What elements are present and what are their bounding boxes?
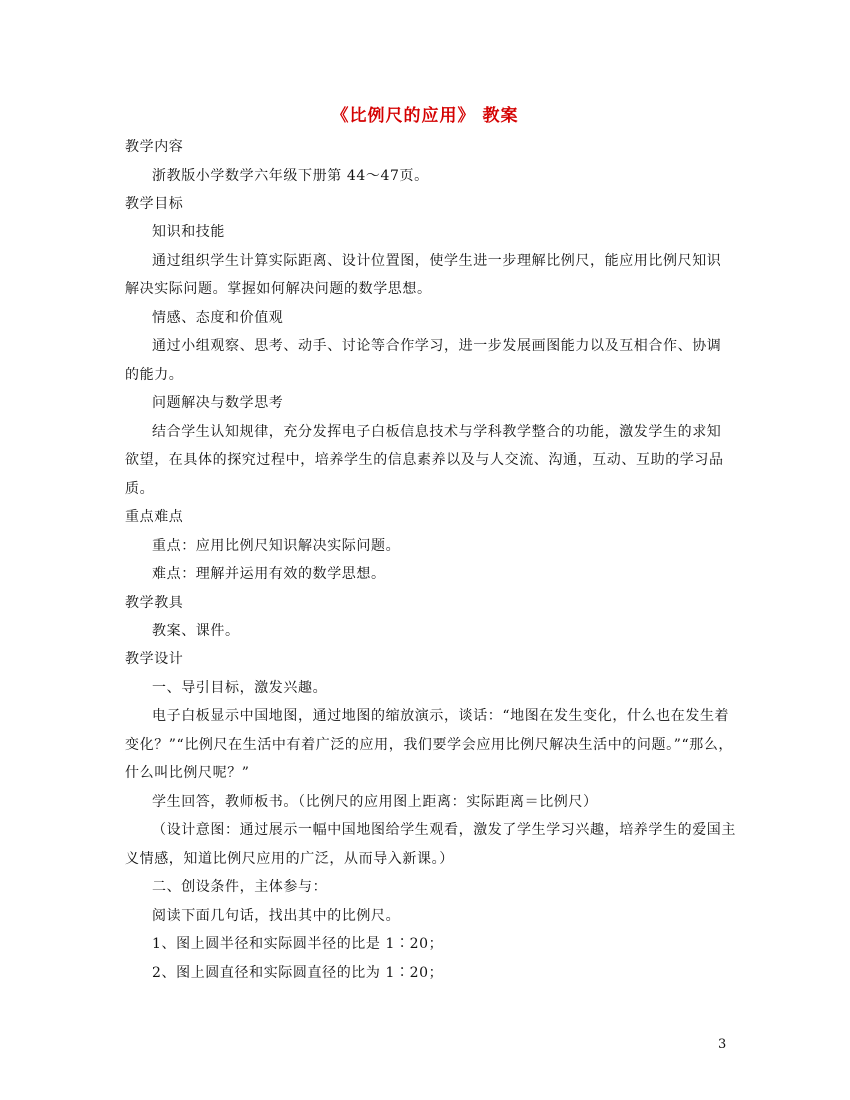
paragraph: 教案、课件。: [152, 623, 240, 639]
page-number: 3: [718, 1037, 727, 1052]
paragraph-continuation: 变化？”“比例尺在生活中有着广泛的应用，我们要学会应用比例尺解决生活中的问题。”“那么，: [125, 737, 734, 753]
list-item: 2、图上圆直径和实际圆直径的比为 1∶20；: [152, 965, 444, 981]
document-title: 《比例尺的应用》 教案: [331, 106, 519, 126]
paragraph: 学生回答，教师板书。（比例尺的应用图上距离：实际距离＝比例尺）: [152, 794, 598, 810]
paragraph: （设计意图：通过展示一幅中国地图给学生观看，激发了学生学习兴趣，培养学生的爱国主: [152, 822, 736, 838]
paragraph: 重点：应用比例尺知识解决实际问题。: [152, 538, 401, 554]
paragraph-continuation: 欲望，在具体的探究过程中，培养学生的信息素养以及与人交流、沟通，互动、互助的学习品: [125, 452, 724, 468]
paragraph-continuation: 的能力。: [125, 367, 184, 383]
subheading: 问题解决与数学思考: [152, 395, 284, 411]
section-heading: 教学内容: [125, 139, 184, 155]
paragraph: 阅读下面几句话，找出其中的比例尺。: [152, 908, 401, 924]
paragraph: 通过组织学生计算实际距离、设计位置图，使学生进一步理解比例尺，能应用比例尺知识: [152, 253, 722, 269]
list-item: 1、图上圆半径和实际圆半径的比是 1∶20；: [152, 936, 444, 952]
paragraph-continuation: 解决实际问题。掌握如何解决问题的数学思想。: [125, 281, 432, 297]
subheading: 知识和技能: [152, 224, 225, 240]
section-heading: 教学设计: [125, 651, 184, 667]
section-heading: 教学教具: [125, 595, 184, 611]
paragraph: 难点：理解并运用有效的数学思想。: [152, 566, 386, 582]
paragraph: 电子白板显示中国地图，通过地图的缩放演示，谈话：“地图在发生变化，什么也在发生着: [152, 708, 730, 724]
paragraph: 一、导引目标，激发兴趣。: [152, 680, 328, 696]
paragraph: 二、创设条件，主体参与：: [152, 879, 328, 895]
paragraph-continuation: 质。: [125, 481, 155, 497]
section-heading: 教学目标: [125, 196, 184, 212]
paragraph-continuation: 义情感，知道比例尺应用的广泛，从而导入新课。）: [125, 851, 454, 867]
paragraph: 通过小组观察、思考、动手、讨论等合作学习，进一步发展画图能力以及互相合作、协调: [152, 338, 722, 354]
paragraph-continuation: 什么叫比例尺呢？”: [125, 765, 250, 781]
section-heading: 重点难点: [125, 509, 184, 525]
subheading: 情感、态度和价值观: [152, 310, 284, 326]
paragraph: 结合学生认知规律，充分发挥电子白板信息技术与学科教学整合的功能，激发学生的求知: [152, 424, 722, 440]
paragraph: 浙教版小学数学六年级下册第 44～47页。: [152, 168, 429, 184]
